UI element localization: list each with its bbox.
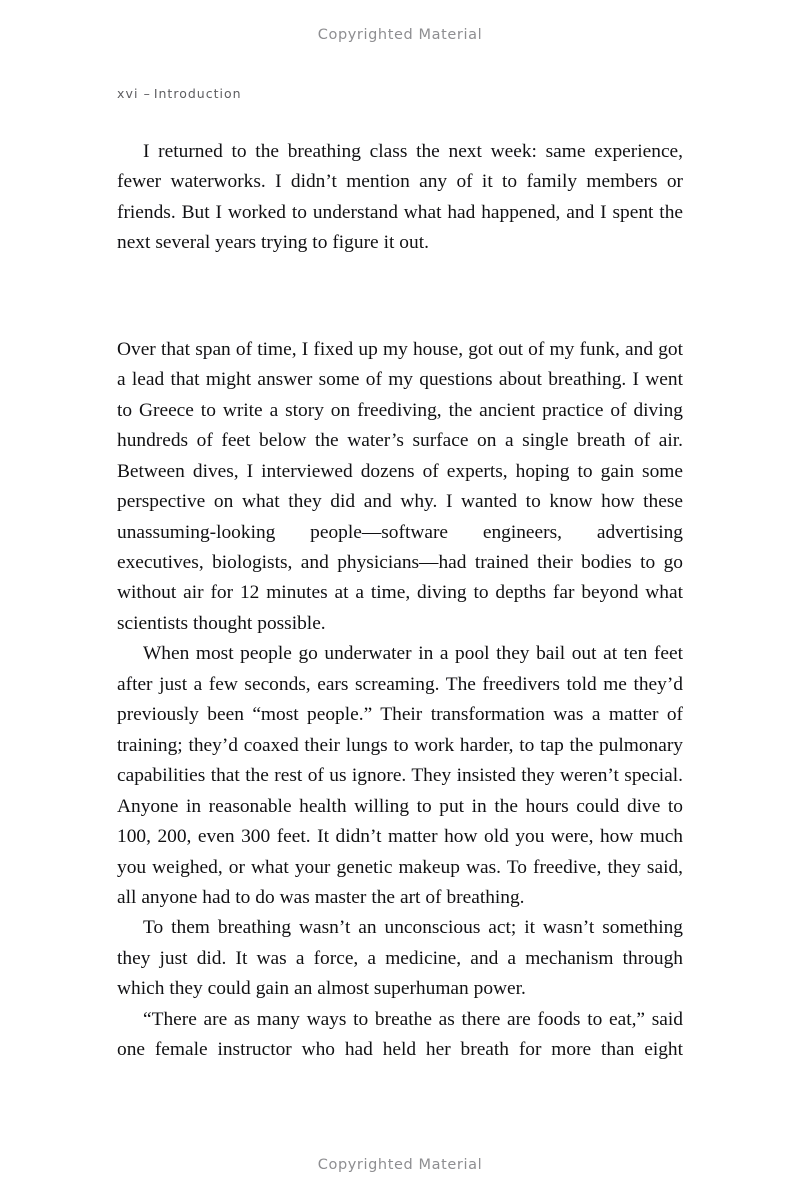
copyrighted-material-watermark-top: Copyrighted Material xyxy=(317,27,483,43)
running-head xyxy=(117,86,242,101)
copyrighted-material-watermark-bottom: Copyrighted Material xyxy=(317,1157,483,1173)
body-paragraph-3: When most people go underwater in a pool they bail out at ten feet after just a few seconds, ears screaming. The freedivers told me they’d previously been “most people.” Their transformation was a matter of training; they’d coaxed their lungs to work harder, to tap the pulmonary capabilities that the rest of us ignore. They insisted they weren’t special. Anyone in reasonable health willing to put in the hours could dive to 100, 200, even 300 feet. It didn’t matter how old you were, how much you weighed, or what your genetic makeup was. To freedive, they said, all anyone had to do was master the art of breathing. xyxy=(117,643,683,908)
body-paragraph-4: To them breathing wasn’t an unconscious act; it wasn’t something they just did. It was a force, a medicine, and a mechanism through which they could gain an almost superhuman power. xyxy=(117,917,683,1000)
body-paragraph-2: Over that span of time, I fixed up my house, got out of my funk, and got a lead that might answer some of my questions about breathing. I went to Greece to write a story on freediving, the ancient practice of diving hundreds of feet below the water’s surface on a single breath of air. Between dives, I interviewed dozens of experts, hoping to gain some perspective on what they did and why. I wanted to know how these unassuming-looking people—software engineers, advertising executives, biologists, and physicians—had trained their bodies to go without air for 12 minutes at a time, diving to depths far beyond what scientists thought possible. xyxy=(117,338,683,634)
page-folio-number: xvi xyxy=(117,86,139,101)
body-paragraph-5: “There are as many ways to breathe as there are foods to eat,” said one female instructor who had held her breath for more than eight xyxy=(117,1008,683,1061)
running-head-separator: – xyxy=(143,86,150,101)
running-head-chapter-title: Introduction xyxy=(153,86,242,101)
body-text-block xyxy=(117,137,683,1096)
body-paragraph-1: I returned to the breathing class the next week: same experience, fewer waterworks. I didn’t mention any of it to family members or friends. But I worked to understand what had happened, and I spent the next several years trying to figure it out. xyxy=(117,141,683,254)
